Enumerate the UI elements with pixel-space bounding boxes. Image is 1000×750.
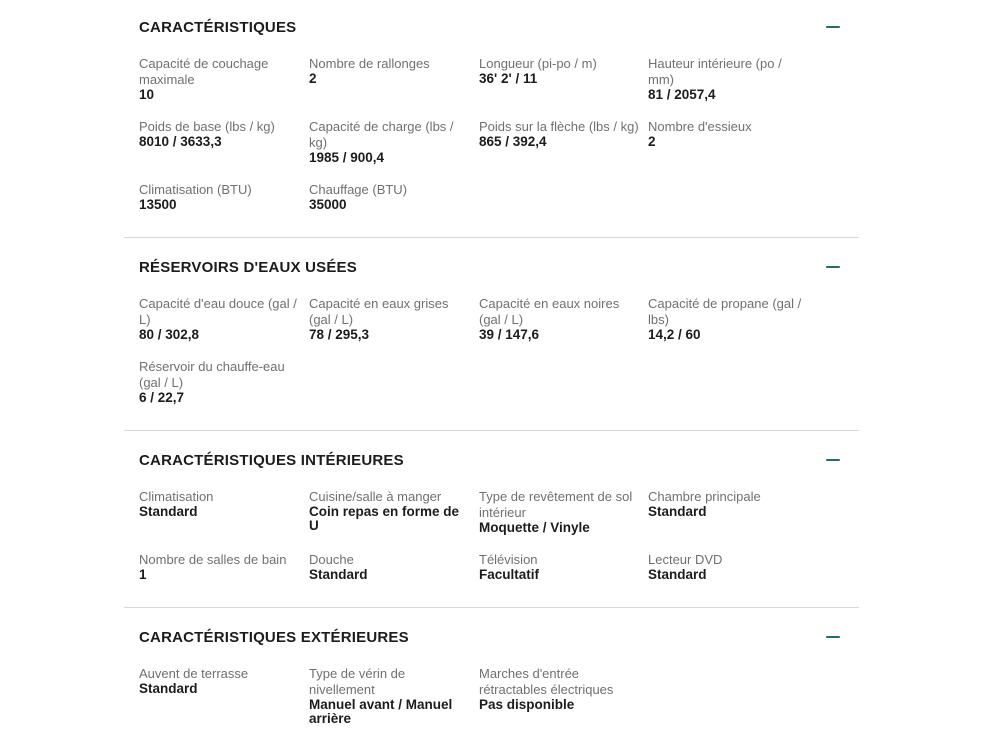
spec-value: Manuel avant / Manuel arrière	[309, 697, 453, 726]
spec-label: Chambre principale	[648, 489, 761, 504]
spec-value: Facultatif	[479, 567, 540, 582]
spec-label: Capacité d'eau douce (gal / L)	[139, 296, 297, 327]
spec-label: Nombre de rallonges	[309, 56, 430, 71]
section-exterieures	[124, 608, 859, 750]
minus-icon	[826, 26, 840, 28]
section-header[interactable]	[139, 255, 859, 279]
spec-value: 8010 / 3633,3	[139, 134, 222, 149]
spec-label: Longueur (pi-po / m)	[479, 56, 597, 71]
spec-item	[309, 489, 469, 533]
minus-icon	[826, 459, 840, 461]
spec-item	[139, 296, 299, 342]
collapse-button[interactable]	[821, 15, 845, 39]
spec-label: Poids sur la flèche (lbs / kg)	[479, 119, 639, 134]
spec-item	[139, 489, 299, 519]
spec-label: Cuisine/salle à manger	[309, 489, 442, 504]
section-reservoirs	[124, 238, 859, 430]
spec-item	[139, 56, 299, 102]
spec-item	[479, 666, 639, 712]
spec-value: 35000	[309, 197, 347, 212]
spec-item	[648, 56, 808, 102]
spec-value: Standard	[139, 681, 198, 696]
section-header[interactable]	[139, 625, 859, 649]
spec-label: Nombre de salles de bain	[139, 552, 287, 567]
spec-label: Auvent de terrasse	[139, 666, 249, 681]
spec-label: Capacité en eaux grises (gal / L)	[309, 296, 449, 327]
spec-item	[479, 119, 639, 149]
spec-item	[648, 552, 808, 582]
spec-item	[309, 296, 469, 342]
spec-label: Marches d'entrée rétractables électriques	[479, 666, 614, 697]
spec-value: 14,2 / 60	[648, 327, 701, 342]
spec-label: Climatisation (BTU)	[139, 182, 252, 197]
spec-item	[479, 552, 639, 582]
spec-value: Standard	[139, 504, 198, 519]
spec-label: Capacité de propane (gal / lbs)	[648, 296, 802, 327]
spec-label: Hauteur intérieure (po / mm)	[648, 56, 782, 87]
section-title: CARACTÉRISTIQUES	[139, 18, 297, 36]
spec-item	[309, 182, 469, 212]
spec-value: 865 / 392,4	[479, 134, 547, 149]
section-interieures	[124, 431, 859, 607]
section-title: CARACTÉRISTIQUES EXTÉRIEURES	[139, 628, 409, 646]
spec-item	[479, 56, 639, 86]
spec-value: 81 / 2057,4	[648, 87, 716, 102]
spec-item	[479, 489, 639, 535]
spec-item	[648, 296, 808, 342]
spec-item	[139, 182, 299, 212]
spec-value: Standard	[309, 567, 368, 582]
spec-label: Capacité en eaux noires (gal / L)	[479, 296, 620, 327]
spec-item	[648, 119, 808, 149]
collapse-button[interactable]	[821, 448, 845, 472]
spec-value: 10	[139, 87, 155, 102]
spec-item	[309, 119, 469, 165]
spec-label: Douche	[309, 552, 354, 567]
section-title: CARACTÉRISTIQUES INTÉRIEURES	[139, 451, 404, 469]
spec-value: Standard	[648, 504, 707, 519]
spec-label: Climatisation	[139, 489, 214, 504]
spec-label: Réservoir du chauffe-eau (gal / L)	[139, 359, 285, 390]
spec-item	[479, 296, 639, 342]
spec-item	[139, 666, 299, 696]
spec-value: Moquette / Vinyle	[479, 520, 590, 535]
spec-value: 2	[309, 71, 317, 86]
spec-value: 36' 2' / 11	[479, 71, 538, 86]
spec-value: Coin repas en forme de U	[309, 504, 460, 533]
spec-label: Lecteur DVD	[648, 552, 723, 567]
spec-value: 6 / 22,7	[139, 390, 185, 405]
spec-value: Standard	[648, 567, 707, 582]
spec-item	[139, 119, 299, 149]
minus-icon	[826, 636, 840, 638]
spec-value: 13500	[139, 197, 177, 212]
spec-item	[309, 56, 469, 86]
section-title: RÉSERVOIRS D'EAUX USÉES	[139, 258, 357, 276]
minus-icon	[826, 266, 840, 268]
spec-value: 2	[648, 134, 656, 149]
section-caracteristiques	[124, 0, 859, 237]
spec-value: 78 / 295,3	[309, 327, 370, 342]
spec-value: 1	[139, 567, 147, 582]
spec-label: Télévision	[479, 552, 538, 567]
spec-item	[139, 552, 299, 582]
section-header[interactable]	[139, 15, 859, 39]
spec-label: Capacité de couchage maximale	[139, 56, 269, 87]
spec-value: 1985 / 900,4	[309, 150, 385, 165]
spec-value: 80 / 302,8	[139, 327, 200, 342]
spec-item	[139, 359, 299, 405]
spec-value: 39 / 147,6	[479, 327, 540, 342]
spec-label: Chauffage (BTU)	[309, 182, 408, 197]
spec-label: Type de vérin de nivellement	[309, 666, 406, 697]
spec-item	[648, 489, 808, 519]
spec-label: Capacité de charge (lbs / kg)	[309, 119, 454, 150]
spec-label: Nombre d'essieux	[648, 119, 752, 134]
spec-item	[309, 666, 469, 726]
spec-value: Pas disponible	[479, 697, 575, 712]
spec-item	[309, 552, 469, 582]
collapse-button[interactable]	[821, 625, 845, 649]
collapse-button[interactable]	[821, 255, 845, 279]
spec-label: Poids de base (lbs / kg)	[139, 119, 275, 134]
spec-label: Type de revêtement de sol intérieur	[479, 489, 633, 520]
section-header[interactable]	[139, 448, 859, 472]
